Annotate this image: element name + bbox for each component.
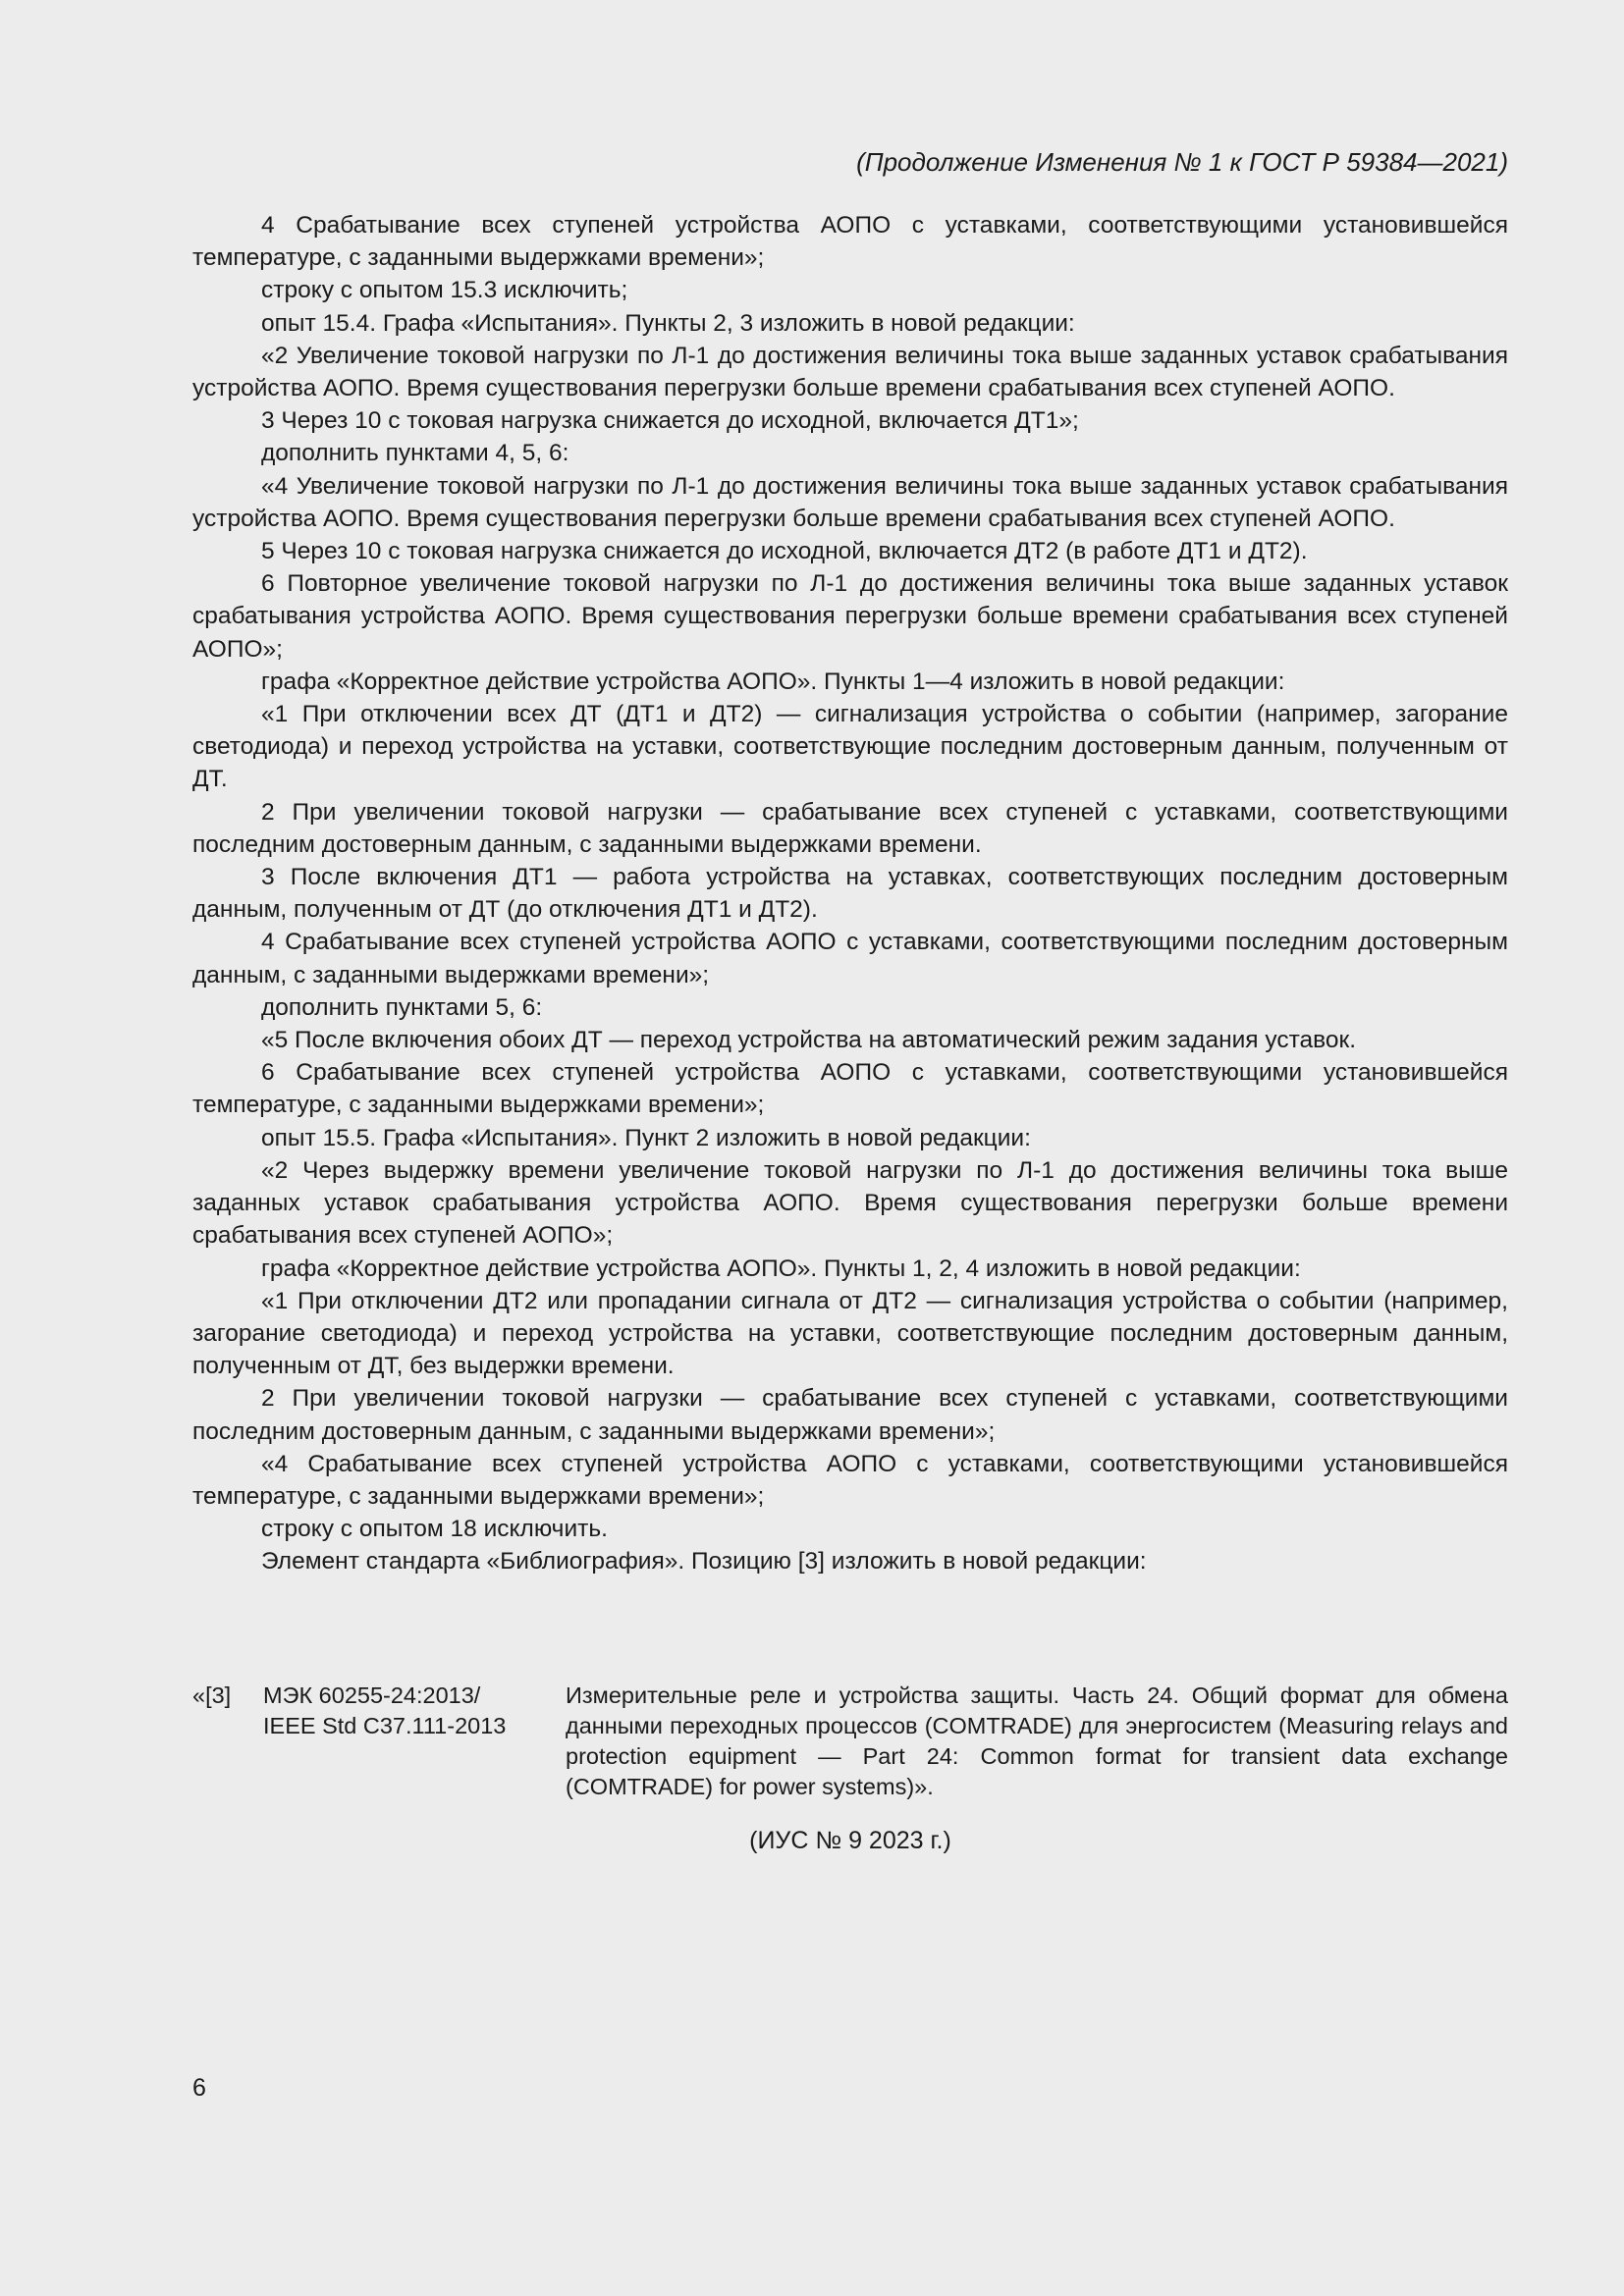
paragraph: дополнить пунктами 5, 6:	[261, 993, 543, 1021]
ius-reference: (ИУС № 9 2023 г.)	[749, 1827, 951, 1854]
paragraph: 3 Через 10 с токовая нагрузка снижается до исходной, включается ДТ1»;	[261, 407, 1079, 435]
paragraph: строку с опытом 15.3 исключить;	[261, 277, 628, 304]
bibliography-code: МЭК 60255-24:2013/ IEEE Std C37.111-2013	[263, 1682, 507, 1738]
paragraph: 2 При увеличении токовой нагрузки — срабатывание всех ступеней с уставками, соответствующими последним достоверным данным, с заданными выдержками времени»;	[192, 1385, 1508, 1445]
paragraph: «2 Через выдержку времени увеличение токовой нагрузки по Л-1 до достижения величины тока выше заданных уставок срабатывания устройства АОПО. Время существования перегрузки больше времени срабатывания всех ступеней АОПО»;	[192, 1156, 1508, 1250]
bibliography-entry	[192, 1681, 1508, 1802]
paragraph: 6 Повторное увеличение токовой нагрузки по Л-1 до достижения величины тока выше заданных уставок срабатывания устройства АОПО. Время существования перегрузки больше времени срабатывания всех ступеней АОПО»;	[192, 570, 1508, 663]
paragraph: «5 После включения обоих ДТ — переход устройства на автоматический режим задания уставок.	[261, 1027, 1357, 1054]
paragraph: дополнить пунктами 4, 5, 6:	[261, 440, 569, 467]
paragraph: 4 Срабатывание всех ступеней устройства АОПО с уставками, соответствующими установившейся температуре, с заданными выдержками времени»;	[192, 212, 1508, 272]
paragraph: «1 При отключении всех ДТ (ДТ1 и ДТ2) — сигнализация устройства о событии (например, загорание светодиода) и переход устройства на уставки, соответствующие последним достоверным данным, полученным от ДТ.	[192, 701, 1508, 793]
paragraph: «4 Срабатывание всех ступеней устройства АОПО с уставками, соответствующими установившейся температуре, с заданными выдержками времени»;	[192, 1450, 1508, 1510]
paragraph: 6 Срабатывание всех ступеней устройства АОПО с уставками, соответствующими установившейся температуре, с заданными выдержками времени»;	[192, 1059, 1508, 1119]
paragraph: «2 Увеличение токовой нагрузки по Л-1 до достижения величины тока выше заданных уставок срабатывания устройства АОПО. Время существования перегрузки больше времени срабатывания всех ступеней АОПО.	[192, 342, 1508, 402]
paragraph: «4 Увеличение токовой нагрузки по Л-1 до достижения величины тока выше заданных уставок срабатывания устройства АОПО. Время существования перегрузки больше времени срабатывания всех ступеней АОПО.	[192, 472, 1508, 532]
paragraph: опыт 15.5. Графа «Испытания». Пункт 2 изложить в новой редакции:	[261, 1124, 1031, 1151]
bibliography-description: Измерительные реле и устройства защиты. Часть 24. Общий формат для обмена данными переходных процессов (COMTRADE) для энергосистем (Measuring relays and protection equipment — Part 24: Common format for transient data exchange (COMTRADE) for power systems)».	[566, 1682, 1508, 1799]
body-text	[192, 209, 1508, 1578]
paragraph: графа «Корректное действие устройства АОПО». Пункты 1, 2, 4 изложить в новой редакции:	[261, 1255, 1301, 1282]
paragraph: Элемент стандарта «Библиография». Позицию [3] изложить в новой редакции:	[261, 1548, 1147, 1575]
paragraph: «1 При отключении ДТ2 или пропадании сигнала от ДТ2 — сигнализация устройства о событии (например, загорание светодиода) и переход устройства на уставки, соответствующие последним достоверным данным, полученным от ДТ, без выдержки времени.	[192, 1287, 1508, 1380]
paragraph: графа «Корректное действие устройства АОПО». Пункты 1—4 изложить в новой редакции:	[261, 667, 1285, 695]
page-header: (Продолжение Изменения № 1 к ГОСТ Р 59384—2021)	[856, 147, 1508, 177]
paragraph: 2 При увеличении токовой нагрузки — срабатывание всех ступеней с уставками, соответствующими последним достоверным данным, с заданными выдержками времени.	[192, 798, 1508, 858]
paragraph: опыт 15.4. Графа «Испытания». Пункты 2, 3 изложить в новой редакции:	[261, 309, 1075, 337]
bibliography-number: «[3]	[192, 1682, 232, 1708]
paragraph: строку с опытом 18 исключить.	[261, 1516, 608, 1543]
paragraph: 5 Через 10 с токовая нагрузка снижается до исходной, включается ДТ2 (в работе ДТ1 и ДТ2).	[261, 538, 1308, 565]
paragraph: 4 Срабатывание всех ступеней устройства АОПО с уставками, соответствующими последним достоверным данным, с заданными выдержками времени»;	[192, 929, 1508, 988]
paragraph: 3 После включения ДТ1 — работа устройства на уставках, соответствующих последним достоверным данным, полученным от ДТ (до отключения ДТ1 и ДТ2).	[192, 864, 1508, 924]
page-number: 6	[192, 2074, 206, 2102]
